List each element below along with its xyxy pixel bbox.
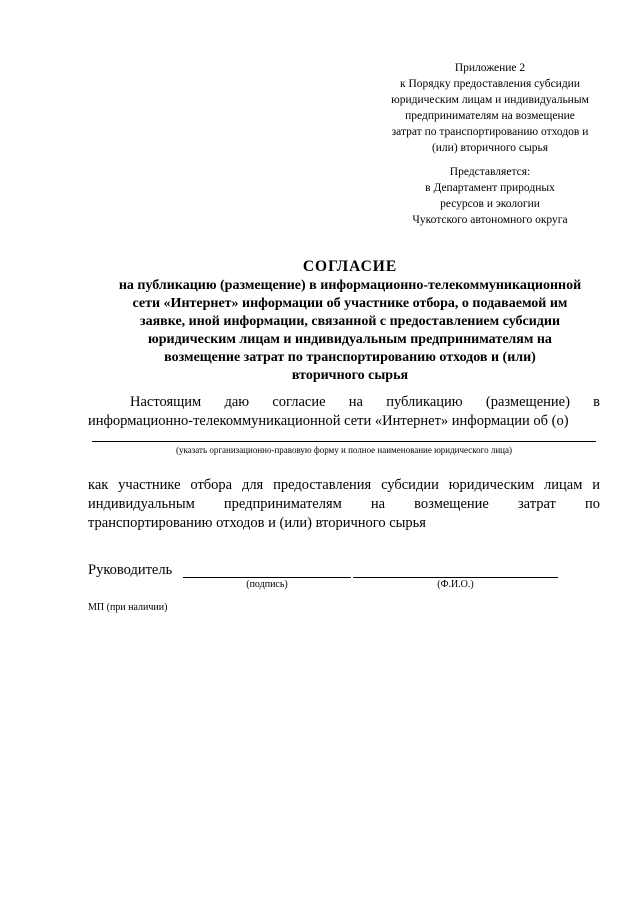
appendix-line: юридическим лицам и индивидуальным: [391, 94, 589, 106]
appendix-line: (или) вторичного сырья: [431, 142, 549, 154]
appendix-block: [370, 60, 610, 156]
title-line: заявке, иной информации, связанной с предоставлением субсидии: [139, 314, 561, 329]
participant-paragraph: [88, 476, 600, 533]
appendix-line: Приложение 2: [454, 62, 526, 74]
title-main: СОГЛАСИЕ: [302, 258, 398, 275]
addressee-line: ресурсов и экологии: [440, 198, 540, 210]
title-line: сети «Интернет» информации об участнике отбора, о подаваемой им: [132, 296, 568, 311]
full-name-hint: (Ф.И.О.): [437, 579, 474, 590]
addressee-block: [370, 164, 610, 228]
organization-name-field[interactable]: [92, 441, 596, 442]
stamp-note: МП (при наличии): [88, 602, 168, 613]
addressee-line: Чукотского автономного округа: [412, 214, 568, 226]
title-line: возмещение затрат по транспортированию отходов и (или): [164, 350, 536, 365]
consent-line-2: информационно-телекоммуникационной сети «Интернет» информации об (о): [88, 413, 569, 429]
full-name-field[interactable]: [353, 577, 558, 578]
consent-line-1: Настоящим даю согласие на публикацию (размещение) в: [130, 394, 600, 410]
addressee-line: Представляется:: [449, 166, 531, 178]
document-title: [60, 258, 640, 385]
appendix-line: к Порядку предоставления субсидии: [400, 78, 580, 90]
consent-paragraph: [88, 393, 600, 431]
organization-name-hint: (указать организационно-правовую форму и полное наименование юридического лица): [175, 445, 512, 455]
title-line: на публикацию (размещение) в информационно-телекоммуникационной: [118, 278, 582, 293]
title-line: вторичного сырья: [291, 368, 409, 383]
title-line: юридическим лицам и индивидуальным предпринимателям на: [148, 332, 552, 347]
participant-line-3: транспортированию отходов и (или) вторичного сырья: [88, 515, 426, 531]
appendix-line: предпринимателям на возмещение: [405, 110, 575, 122]
head-label: Руководитель: [88, 562, 173, 578]
appendix-line: затрат по транспортированию отходов и: [391, 126, 589, 138]
signature-hint: (подпись): [246, 579, 288, 590]
participant-line-1: как участнике отбора для предоставления субсидии юридическим лицам и: [88, 477, 600, 493]
signature-field[interactable]: [183, 577, 351, 578]
addressee-line: в Департамент природных: [425, 182, 555, 194]
participant-line-2: индивидуальным предпринимателям на возмещение затрат по: [88, 496, 600, 512]
